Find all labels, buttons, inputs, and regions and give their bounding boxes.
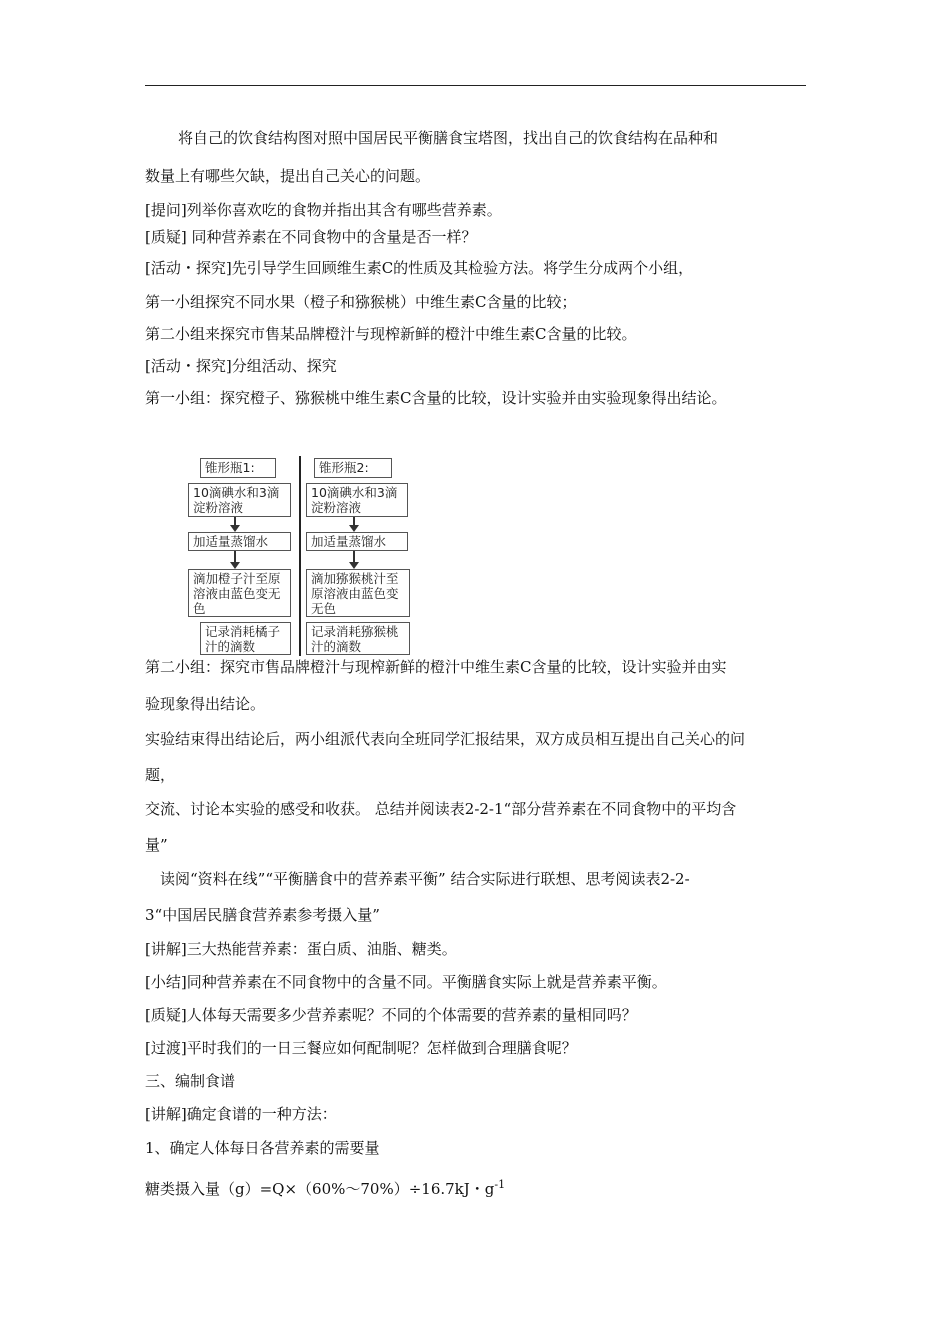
paragraph-line: 第一小组：探究橙子、猕猴桃中维生素C含量的比较，设计实验并由实验现象得出结论。 bbox=[145, 389, 727, 407]
header-rule bbox=[145, 85, 806, 86]
paragraph-line: [质疑] 同种营养素在不同食物中的含量是否一样？ bbox=[145, 228, 477, 246]
left-step-1: 10滴碘水和3滴淀粉溶液 bbox=[188, 483, 291, 517]
left-step-2: 加适量蒸馏水 bbox=[188, 532, 291, 551]
right-step-1: 10滴碘水和3滴淀粉溶液 bbox=[306, 483, 408, 517]
right-step-2: 加适量蒸馏水 bbox=[306, 532, 408, 551]
paragraph-line: 读阅“资料在线”“平衡膳食中的营养素平衡” 结合实际进行联想、思考阅读表2-2- bbox=[160, 870, 690, 888]
paragraph-line: [讲解]三大热能营养素：蛋白质、油脂、糖类。 bbox=[145, 940, 457, 958]
paragraph-line: 第一小组探究不同水果（橙子和猕猴桃）中维生素C含量的比较； bbox=[145, 293, 577, 311]
paragraph-line: 数量上有哪些欠缺，提出自己关心的问题。 bbox=[145, 167, 431, 185]
paragraph-line: 量” bbox=[145, 836, 168, 854]
paragraph-line: 第二小组来探究市售某品牌橙汁与现榨新鲜的橙汁中维生素C含量的比较。 bbox=[145, 325, 637, 343]
paragraph-line: [讲解]确定食谱的一种方法： bbox=[145, 1105, 337, 1123]
right-step-4: 记录消耗猕猴桃汁的滴数 bbox=[306, 622, 410, 655]
left-step-3: 滴加橙子汁至原溶液由蓝色变无色 bbox=[188, 569, 291, 617]
paragraph-line: 验现象得出结论。 bbox=[145, 695, 266, 713]
paragraph-line: 实验结束得出结论后，两小组派代表向全班同学汇报结果，双方成员相互提出自己关心的问 bbox=[145, 730, 746, 748]
experiment-flow-diagram bbox=[186, 456, 418, 656]
paragraph-line: [活动・探究]先引导学生回顾维生素C的性质及其检验方法。将学生分成两个小组， bbox=[145, 259, 694, 277]
left-step-4: 记录消耗橘子汁的滴数 bbox=[200, 622, 291, 655]
paragraph-line: 第二小组：探究市售品牌橙汁与现榨新鲜的橙汁中维生素C含量的比较，设计实验并由实 bbox=[145, 658, 727, 676]
section-heading: 三、编制食谱 bbox=[145, 1072, 236, 1090]
paragraph-line: 交流、讨论本实验的感受和收获。 总结并阅读表2-2-1“部分营养素在不同食物中的平均含 bbox=[145, 800, 737, 818]
paragraph-line: 题， bbox=[145, 766, 176, 784]
paragraph-line: [提问]列举你喜欢吃的食物并指出其含有哪些营养素。 bbox=[145, 201, 502, 219]
paragraph-line: [活动・探究]分组活动、探究 bbox=[145, 357, 337, 375]
paragraph-line: [过渡]平时我们的一日三餐应如何配制呢？怎样做到合理膳食呢？ bbox=[145, 1039, 577, 1057]
paragraph-line: [质疑]人体每天需要多少营养素呢？不同的个体需要的营养素的量相同吗？ bbox=[145, 1006, 637, 1024]
diagram-divider bbox=[299, 456, 301, 656]
paragraph-line: 3“中国居民膳食营养素参考摄入量” bbox=[145, 906, 380, 924]
formula-superscript: -1 bbox=[494, 1178, 506, 1191]
right-flask-title: 锥形瓶2: bbox=[314, 458, 392, 478]
paragraph-line: 将自己的饮食结构图对照中国居民平衡膳食宝塔图，找出自己的饮食结构在品种和 bbox=[178, 129, 719, 147]
left-flask-title: 锥形瓶1: bbox=[200, 458, 276, 478]
paragraph-line: 1、确定人体每日各营养素的需要量 bbox=[145, 1139, 380, 1157]
formula-line bbox=[145, 1175, 505, 1199]
right-step-3: 滴加猕猴桃汁至原溶液由蓝色变无色 bbox=[306, 569, 410, 617]
paragraph-line: [小结]同种营养素在不同食物中的含量不同。平衡膳食实际上就是营养素平衡。 bbox=[145, 973, 667, 991]
formula-text: 糖类摄入量（g）=Q×（60%～70%）÷16.7kJ・g bbox=[145, 1180, 495, 1198]
